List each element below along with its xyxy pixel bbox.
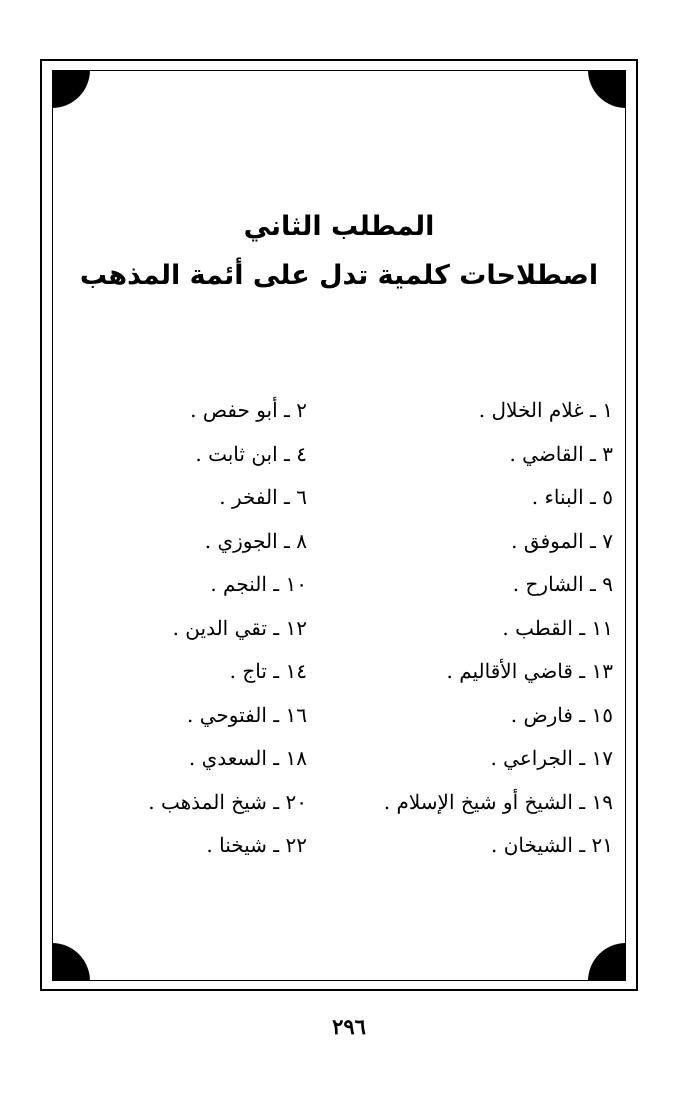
term-item: ٢٠ ـ شيخ المذهب .: [148, 789, 307, 814]
term-item: ٤ ـ ابن ثابت .: [195, 441, 307, 466]
term-row: [53, 570, 625, 614]
term-item: ٥ ـ البناء .: [531, 485, 613, 509]
term-item: ٩ ـ الشارح .: [512, 572, 613, 596]
term-item: ١٦ ـ الفتوحي .: [187, 702, 307, 727]
term-row: [53, 483, 625, 527]
term-row: [53, 527, 625, 571]
term-item: ١٧ ـ الجراعي .: [490, 746, 613, 770]
term-item: ٢ ـ أبو حفص .: [190, 398, 307, 422]
term-item: ١٥ ـ فارض .: [510, 702, 613, 727]
term-item: ١٠ ـ النجم .: [210, 572, 307, 596]
term-item: ١٩ ـ الشيخ أو شيخ الإسلام .: [383, 789, 613, 814]
corner-ornament-bottom-left: [52, 943, 90, 981]
term-item: ١١ ـ القطب .: [502, 615, 613, 640]
page-border-inner: [52, 70, 626, 981]
term-row: [53, 831, 625, 875]
term-item: ١٤ ـ تاج .: [229, 659, 307, 683]
term-row: [53, 440, 625, 484]
term-item: ٧ ـ الموفق .: [511, 528, 613, 553]
page-number: ٢٩٦: [332, 1014, 366, 1039]
corner-ornament-bottom-right: [588, 943, 626, 981]
term-item: ٦ ـ الفخر .: [219, 485, 307, 509]
term-row: [53, 396, 625, 440]
term-item: ٢٢ ـ شيخنا .: [206, 833, 307, 857]
section-subheading: اصطلاحات كلمية تدل على أئمة المذهب: [79, 260, 599, 291]
term-row: [53, 701, 625, 745]
section-heading: المطلب الثاني: [243, 211, 435, 242]
term-row: [53, 788, 625, 832]
term-item: ٣ ـ القاضي .: [509, 441, 613, 466]
corner-ornament-top-left: [52, 70, 90, 108]
term-item: ٨ ـ الجوزي .: [204, 528, 307, 553]
term-item: ١ ـ غلام الخلال .: [478, 398, 613, 422]
term-item: ١٣ ـ قاضي الأقاليم .: [446, 659, 613, 683]
term-item: ١٢ ـ تقي الدين .: [172, 615, 307, 640]
term-row: [53, 614, 625, 658]
term-item: ١٨ ـ السعدي .: [188, 746, 307, 770]
terms-list: [53, 396, 625, 875]
term-row: [53, 744, 625, 788]
term-row: [53, 657, 625, 701]
corner-ornament-top-right: [588, 70, 626, 108]
term-item: ٢١ ـ الشيخان .: [491, 833, 613, 857]
